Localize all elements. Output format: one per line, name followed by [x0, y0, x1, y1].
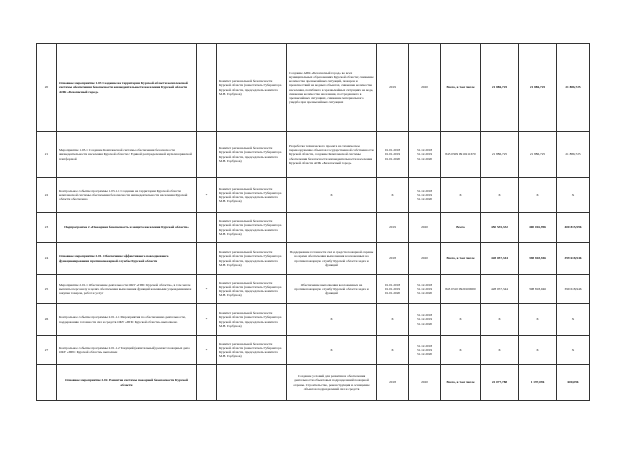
end-cell: 31.12.2018 31.12.2019 31.12.2020 [409, 336, 441, 365]
y2019-cell: 21 886,725 [519, 44, 557, 132]
flag-cell: * [197, 275, 217, 304]
row-number: 20 [37, 44, 57, 132]
kbk-cell: 843 0310 0920100000 [441, 275, 481, 304]
flag-cell [197, 132, 217, 178]
y2020-cell: 400 815,996 [557, 213, 590, 243]
result-cell: X [287, 336, 377, 365]
table-row [37, 275, 590, 304]
table-row [37, 336, 590, 365]
result-cell: Создание условий для развития и обеспечения деятельности объектовых подразделений пожарной охраны. Строительство, реконструкция и оснащение объектов подразделений сил и средств [287, 365, 377, 401]
executor-cell: Комитет региональной безопасности Курской области (заместитель Губернатора Курской области, председатель комитета М.Н. Горбунов) [217, 213, 287, 243]
end-cell: 31.12.2018 31.12.2019 31.12.2020 [409, 275, 441, 304]
executor-cell: Комитет региональной безопасности Курской области (заместитель Губернатора Курской области, председатель комитета М.Н. Горбунов) [217, 336, 287, 365]
y2020-cell: X [557, 336, 590, 365]
y2019-cell: 398 818,946 [519, 243, 557, 275]
end-cell: 2020 [409, 213, 441, 243]
result-cell: X [287, 304, 377, 336]
start-cell: 2018 [377, 365, 409, 401]
table-row [37, 243, 590, 275]
end-cell: 31.12.2018 31.12.2019 31.12.2020 [409, 178, 441, 213]
flag-cell: * [197, 178, 217, 213]
start-cell: 2018 [377, 243, 409, 275]
end-cell: 31.12.2018 31.12.2019 31.12.2020 [409, 304, 441, 336]
row-number [37, 365, 57, 401]
executor-cell: Комитет региональной безопасности Курской области (заместитель Губернатора Курской области, председатель комитета М.Н. Горбунов) [217, 243, 287, 275]
program-table [36, 43, 590, 401]
result-cell: Создание АПК «Безопасный город» во всех муниципальных образованиях Курской области; снижение количества чрезвычайных ситуаций, пожаров и происшествий на водных объектах, снижение количества населения, погибшего в чрезвычайных ситуациях на воде, снижение количества населения, пострадавшего в чрезвычайных ситуациях, снижение материального ущерба при чрезвычайных ситуациях [287, 44, 377, 132]
start-cell: 2019 [377, 44, 409, 132]
event-cell: Контрольное событие программы 1.03.1.1 Создание на территории Курской области комплексной системы обеспечения безопасности жизнедеятельности населения Курской области обеспечено [57, 178, 197, 213]
flag-cell [197, 243, 217, 275]
row-number: 24 [37, 243, 57, 275]
result-cell: Поддержание готовности сил и средств пожарной охраны во время обеспечения выполнения возложенных на противопожарную службу Курской области задач и функций [287, 243, 377, 275]
table-row [37, 213, 590, 243]
flag-cell: * [197, 304, 217, 336]
kbk-cell: Всего, в том числе [441, 365, 481, 401]
flag-cell [197, 213, 217, 243]
end-cell: 31.12.2018 31.12.2019 31.12.2020 [409, 132, 441, 178]
result-cell: Обеспечение выполнения возложенных на противопожарную службу Курской области задач и функций [287, 275, 377, 304]
y2020-cell: 399 618,946 [557, 243, 590, 275]
event-cell: Мероприятие 2.01.1 Обеспечение деятельности ОКУ «ППС Курской области», в том числе выплаты персоналу в целях обеспечения выполнения функций казенными учреждениями и закупка товаров, работ и услуг [57, 275, 197, 304]
event-cell: Мероприятие 1.03.1 Создание Комплексной системы обеспечения безопасности жизнедеятельности населения Курской области с Единой распределенной мультисервисной платформой [57, 132, 197, 178]
result-cell [287, 213, 377, 243]
y2019-cell: 400 016,996 [519, 213, 557, 243]
executor-cell: Комитет региональной безопасности Курской области (заместитель Губернатора Курской области, председатель комитета М.Н. Горбунов) [217, 132, 287, 178]
event-cell: Основное мероприятие 1.03 Создание на территории Курской области комплексной системы обеспечения безопасности жизнедеятельности населения Курской области АПК «Безопасный город» [57, 44, 197, 132]
start-cell: 01.01.2018 01.01.2019 01.01.2020 [377, 275, 409, 304]
y2020-cell: 399 618,946 [557, 275, 590, 304]
start-cell: X [377, 178, 409, 213]
table-row [37, 132, 590, 178]
flag-cell [197, 44, 217, 132]
event-cell: Контрольное событие программы 2.01.1.1 Мероприятия по обеспечению деятельности, поддержанию готовности сил и средств ОКУ «ППС Курской области» выполнено [57, 304, 197, 336]
event-cell: Подпрограмма 2 «Пожарная безопасность и защита населения Курской области» [57, 213, 197, 243]
row-number: 25 [37, 275, 57, 304]
total-cell: X [481, 304, 519, 336]
result-cell: X [287, 178, 377, 213]
total-cell: 428 057,344 [481, 275, 519, 304]
kbk-cell: X [441, 336, 481, 365]
y2019-cell: 21 886,725 [519, 132, 557, 178]
total-cell: 22 077,788 [481, 365, 519, 401]
event-cell: Основное мероприятие 2.01. Обеспечение эффективного повседневного функционирования противопожарной службы Курской области [57, 243, 197, 275]
kbk-cell: Всего, в том числе [441, 44, 481, 132]
row-number: 22 [37, 178, 57, 213]
flag-cell [197, 365, 217, 401]
end-cell: 2020 [409, 243, 441, 275]
end-cell: 2020 [409, 44, 441, 132]
y2019-cell: X [519, 304, 557, 336]
total-cell: 21 886,725 [481, 132, 519, 178]
total-cell: 450 535,332 [481, 213, 519, 243]
executor-cell: Комитет региональной безопасности Курской области (заместитель Губернатора Курской области, председатель комитета М.Н. Горбунов) [217, 178, 287, 213]
kbk-cell: X [441, 178, 481, 213]
row-number: 26 [37, 304, 57, 336]
y2020-cell: 600,096 [557, 365, 590, 401]
table-row [37, 365, 590, 401]
y2020-cell: 21 886,725 [557, 44, 590, 132]
event-cell: Контрольное событие программы 2.01.1.2 Текущий (капитальный) ремонт пожарных депо ОКУ «ППС Курской области» выполнен [57, 336, 197, 365]
kbk-cell: Всего [441, 213, 481, 243]
y2019-cell: X [519, 178, 557, 213]
executor-cell: Комитет региональной безопасности Курской области (заместитель Губернатора Курской области, председатель комитета М.Н. Горбунов) [217, 44, 287, 132]
kbk-cell: 843 0309 0910211670 [441, 132, 481, 178]
start-cell: X [377, 336, 409, 365]
executor-cell: Комитет региональной безопасности Курской области (заместитель Губернатора Курской области, председатель комитета М.Н. Горбунов) [217, 275, 287, 304]
total-cell: X [481, 336, 519, 365]
row-number: 23 [37, 213, 57, 243]
y2020-cell: 21 886,725 [557, 132, 590, 178]
total-cell: 21 886,725 [481, 44, 519, 132]
executor-cell: Комитет региональной безопасности Курской области (заместитель Губернатора Курской области, председатель комитета М.Н. Горбунов) [217, 304, 287, 336]
y2020-cell: X [557, 178, 590, 213]
event-cell: Основное мероприятие 2.02. Развитие системы пожарной безопасности Курской области [57, 365, 197, 401]
end-cell: 2020 [409, 365, 441, 401]
table-row [37, 44, 590, 132]
total-cell: X [481, 178, 519, 213]
table-row [37, 304, 590, 336]
start-cell: 01.01.2018 01.01.2019 01.01.2020 [377, 132, 409, 178]
start-cell: 2019 [377, 213, 409, 243]
executor-cell [217, 365, 287, 401]
kbk-cell: Всего, в том числе [441, 243, 481, 275]
kbk-cell: X [441, 304, 481, 336]
row-number: 27 [37, 336, 57, 365]
y2019-cell: 1 197,096 [519, 365, 557, 401]
table-row [37, 178, 590, 213]
y2019-cell: 398 818,946 [519, 275, 557, 304]
y2020-cell: X [557, 304, 590, 336]
total-cell: 428 057,344 [481, 243, 519, 275]
row-number: 21 [37, 132, 57, 178]
y2019-cell: X [519, 336, 557, 365]
start-cell: X [377, 304, 409, 336]
result-cell: Разработка технического проекта на техническое перевооружение объектов государственной собственности Курской области, создание Комплексной системы обеспечения безопасности жизнедеятельности населения Курской области АПК «Безопасный город» [287, 132, 377, 178]
flag-cell: * [197, 336, 217, 365]
